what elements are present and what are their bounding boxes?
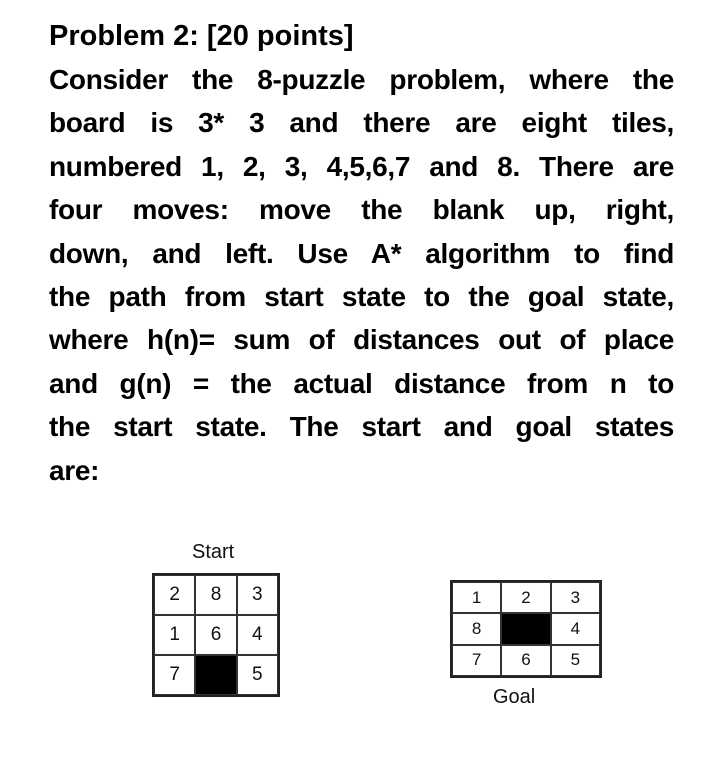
goal-cell: 8 [452, 613, 501, 644]
start-cell: 7 [154, 655, 195, 695]
problem-line-8: and g(n) = the actual distance from n to [49, 367, 674, 399]
problem-line-10: are: [49, 454, 100, 486]
start-cell: 2 [154, 575, 195, 615]
problem-line-6: the path from start state to the goal state, [49, 281, 674, 313]
start-blank-cell [195, 655, 236, 695]
goal-cell: 3 [551, 582, 600, 613]
goal-state-grid [450, 580, 602, 678]
goal-cell: 7 [452, 645, 501, 676]
goal-cell: 6 [501, 645, 550, 676]
start-cell: 5 [237, 655, 278, 695]
problem-line-1: Consider the 8-puzzle problem, where the [49, 64, 674, 95]
goal-cell: 4 [551, 613, 600, 644]
problem-title: Problem 2: [20 points] [49, 20, 354, 52]
start-label: Start [192, 541, 235, 563]
problem-line-4: four moves: move the blank up, right, [49, 194, 674, 226]
problem-line-3: numbered 1, 2, 3, 4,5,6,7 and 8. There are [49, 150, 674, 182]
problem-line-7: where h(n)= sum of distances out of place [49, 324, 674, 356]
start-cell: 6 [195, 615, 236, 655]
goal-cell: 1 [452, 582, 501, 613]
problem-line-5: down, and left. Use A* algorithm to find [49, 237, 674, 269]
problem-line-2: board is 3* 3 and there are eight tiles, [49, 107, 674, 139]
problem-statement [49, 14, 674, 492]
goal-label: Goal [493, 686, 536, 708]
start-state-grid [152, 573, 280, 697]
start-cell: 4 [237, 615, 278, 655]
start-cell: 3 [237, 575, 278, 615]
problem-line-9: the start state. The start and goal states [49, 411, 674, 443]
start-cell: 8 [195, 575, 236, 615]
goal-cell: 5 [551, 645, 600, 676]
goal-cell: 2 [501, 582, 550, 613]
goal-blank-cell [501, 613, 550, 644]
start-cell: 1 [154, 615, 195, 655]
